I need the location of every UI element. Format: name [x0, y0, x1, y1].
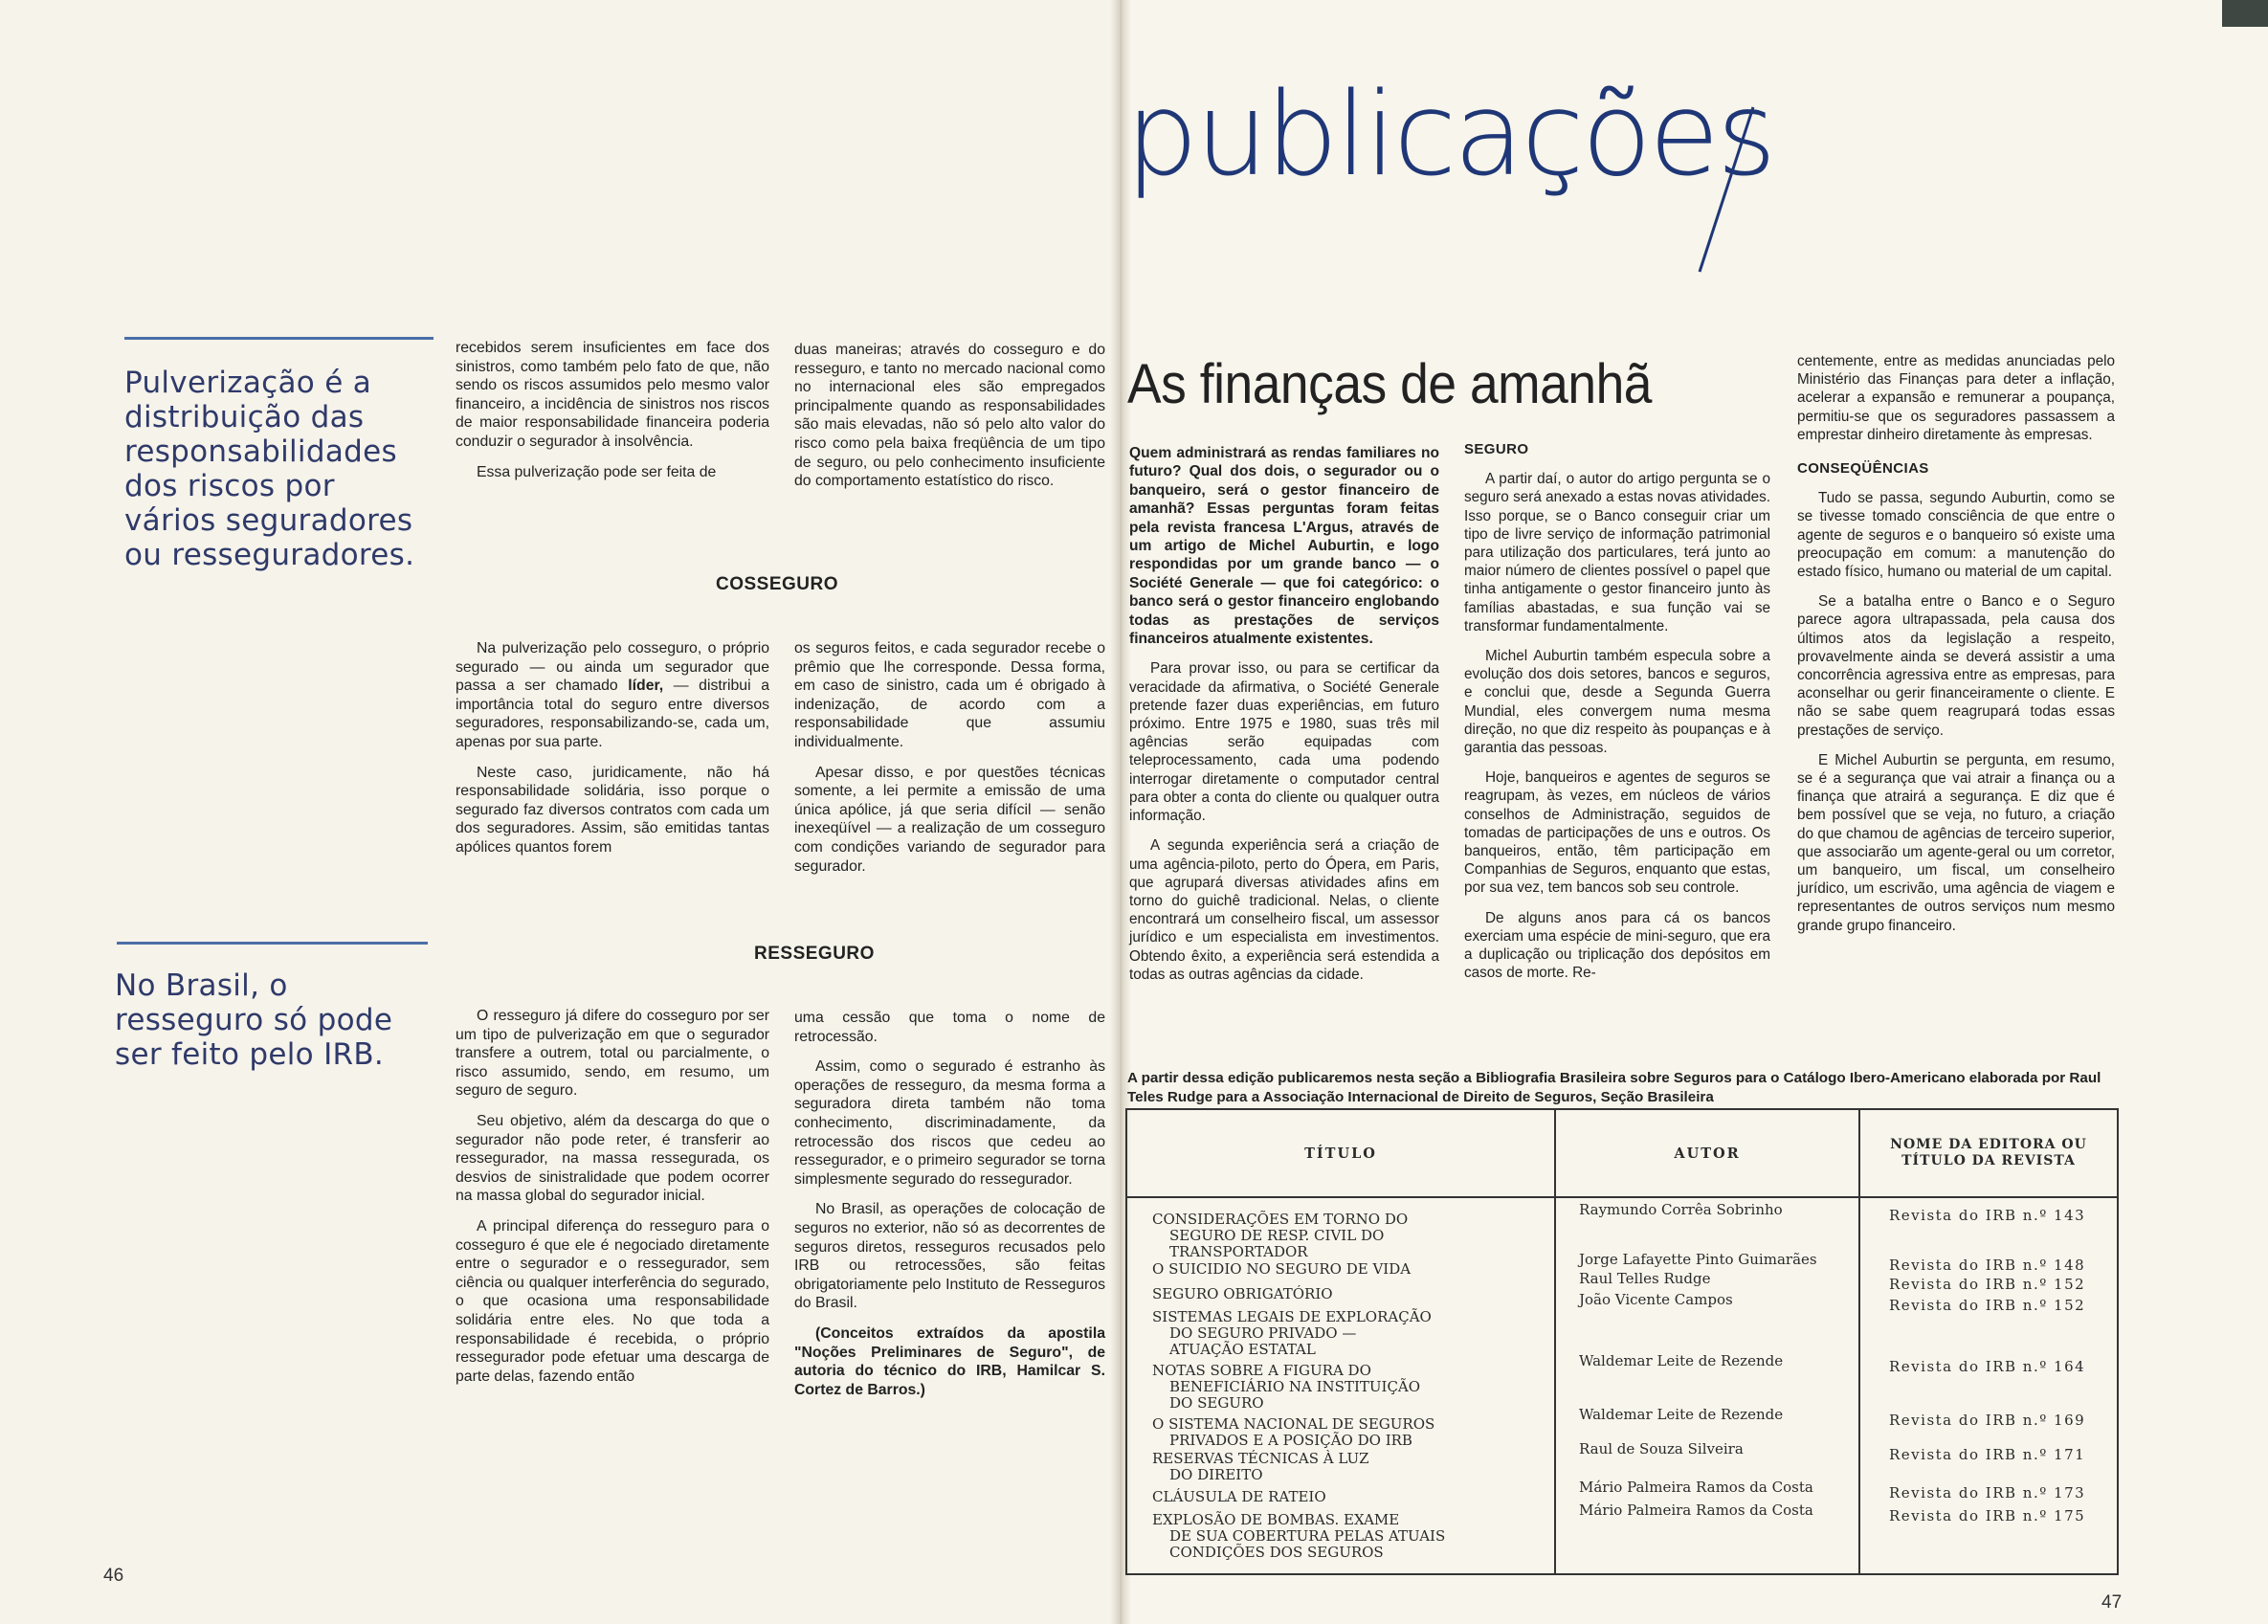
bibliography-editora: Revista do IRB n.º 171 — [1889, 1446, 2086, 1463]
table-header-row — [1126, 1109, 2118, 1197]
title-line: PRIVADOS E A POSIÇÃO DO IRB — [1169, 1432, 1412, 1449]
paragraph: Tudo se passa, segundo Auburtin, como se se tivesse tomado consciência de que entre o agente de seguros e o banqueiro só existe uma preocupação em comum: a manutenção do estado físico, humano ou material de um capital. — [1797, 490, 2115, 581]
title-line: CONSIDERAÇÕES EM TORNO DO — [1152, 1211, 1409, 1228]
right-column-1 — [1129, 444, 1439, 995]
bibliography-author: João Vicente Campos — [1579, 1291, 1733, 1308]
paragraph-source: (Conceitos extraídos da apostila "Noções Preliminares de Seguro", de autoria do técnico do IRB, Hamilcar S. Cortez de Barros.) — [794, 1324, 1105, 1398]
title-line: CONDIÇÕES DOS SEGUROS — [1169, 1544, 1384, 1561]
bibliography-title — [1152, 1261, 1411, 1278]
heading-cosseguro: COSSEGURO — [716, 574, 839, 594]
bibliography-editora: Revista do IRB n.º 148 — [1889, 1257, 2086, 1274]
left-column-b-top — [794, 341, 1105, 502]
paragraph: E Michel Auburtin se pergunta, em resumo, se é a segurança que vai atrair a finança ou a finança que atrairá a segurança. E diz que é bem possível que se veja, no futuro, a criação do que chamou de agências de terceiro superior, que associarão um agente-geral ou um corretor, um banqueiro, um fiscal, um conselheiro jurídico, um escrivão, uma agência de viagem e representantes de outros serviços num mesmo grande grupo financeiro. — [1797, 751, 2115, 934]
paragraph: recebidos serem insuficientes em face dos sinistros, como também pelo fato de que, não sendo os riscos assumidos pelo mesmo valor financeiro, a incidência de sinistros nos riscos de maior responsabilidade financeira poderia conduzir o segurador à insolvência. — [456, 340, 769, 450]
paragraph: Assim, como o segurado é estranho às operações de resseguro, da mesma forma a seguradora direta também não toma conhecimento, discriminadamente, da retrocessão dos riscos que cedeu ao ressegurador, e o primeiro segurador se torna simplesmente segurado do ressegurador. — [794, 1058, 1105, 1188]
intro-text-bold: Quem administrará as rendas familiares no futuro? Qual dos dois, o segurador ou o banqueiro, será o gestor financeiro de amanhã? Essas perguntas foram feitas pela revista francesa — [1129, 445, 1439, 536]
table-row — [1126, 1197, 2118, 1574]
column-header-autor: AUTOR — [1555, 1109, 1859, 1197]
bibliography-title — [1152, 1512, 1445, 1561]
heading-consequencias: CONSEQÜÊNCIAS — [1797, 460, 1929, 478]
heading-seguro: SEGURO — [1464, 441, 1529, 457]
bibliography-author: Mário Palmeira Ramos da Costa — [1579, 1479, 1813, 1496]
editoras-cell — [1859, 1197, 2118, 1574]
paragraph: O resseguro já difere do cosseguro por ser um tipo de pulverização em que o segurador transfere a outrem, total ou parcialmente, o risco assumido, sendo, em resumo, um seguro de seguro. — [456, 1008, 769, 1100]
pullquote-rule-1 — [124, 337, 434, 340]
left-page — [0, 0, 1120, 1624]
paragraph: duas maneiras; através do cosseguro e do resseguro, e tanto no mercado nacional como no internacional eles são empregados principalmente quando as responsabilidades são mais elevadas, não só pelo alto valor do risco como pela baixa freqüência de um tipo de seguro, ou pelo conhecimento insuficiente do comportamento estatístico do risco. — [794, 342, 1105, 490]
title-line: CLÁUSULA DE RATEIO — [1152, 1488, 1326, 1505]
text-run: Na pulverização pelo cosseguro, o próprio segurado — ou ainda um segurador que passa a ser chamado — [456, 640, 769, 695]
page-number-right: 47 — [2101, 1592, 2123, 1613]
authors-cell — [1555, 1197, 1859, 1574]
paragraph: A principal diferença do resseguro para o cosseguro é que ele é negociado diretamente entre o segurador e o ressegurador, sem ciência ou qualquer interferência do segurado, o que ocasiona uma responsabilidade solidária entre eles. No que toda a responsabilidade é recebida, o próprio ressegurador pode efetuar uma descarga de parte delas, fazendo então — [456, 1217, 769, 1385]
text-run: — distribui a importância total do seguro entre diversos seguradores, responsabilizando-se, cada um, apenas por sua parte. — [456, 678, 769, 750]
left-column-a-resseguro — [456, 1007, 769, 1397]
bibliography-title — [1152, 1363, 1420, 1412]
intro-text: Société Generale — [1129, 574, 1254, 591]
paragraph: os seguros feitos, e cada segurador recebe o prêmio que lhe corresponde. Dessa forma, em caso de sinistro, cada um é obrigado à indenização, de acordo com a responsabilidade que assumiu individualmente. — [794, 640, 1105, 750]
bibliography-author: Raymundo Corrêa Sobrinho — [1579, 1201, 1783, 1218]
title-line: DE SUA COBERTURA PELAS ATUAIS — [1169, 1527, 1446, 1545]
paragraph: Se a batalha entre o Banco e o Seguro parece agora ultrapassada, pela causa dos últimos atos da legislação a respeito, provavelmente ainda se deverá assistir a uma concorrência agressiva entre as empresas, para aconselhar ou gerir financeiramente o cliente. E não se sabe quem reagrupará todas essas prestações de serviço. — [1797, 593, 2115, 739]
paragraph: A partir daí, o autor do artigo pergunta se o seguro será anexado a estas novas atividades. Isso porque, se o Banco conseguir criar um tipo de livre serviço de informação patrimonial para utilização dos particulares, terá junto ao maior número de clientes possível o papel que tinha antigamente o gestor financeiro junto às famílias abastadas, e sua função vai se transformar fundamentalmente. — [1464, 471, 1770, 634]
bibliography-editora: Revista do IRB n.º 175 — [1889, 1507, 2086, 1524]
title-line: SEGURO OBRIGATÓRIO — [1152, 1285, 1333, 1302]
title-line: SEGURO DE RESP. CIVIL DO — [1169, 1227, 1385, 1244]
bibliography-title — [1152, 1286, 1333, 1302]
bibliography-title — [1152, 1451, 1369, 1483]
title-line: ATUAÇÃO ESTATAL — [1169, 1341, 1316, 1358]
column-header-titulo: TÍTULO — [1126, 1109, 1555, 1197]
bibliography-editora: Revista do IRB n.º 143 — [1889, 1207, 2086, 1224]
bibliography-author: Raul de Souza Silveira — [1579, 1440, 1744, 1457]
pullquote-pulverizacao: Pulverização é a distribuição das responsabilidades dos riscos por vários seguradores ou resseguradores. — [124, 366, 415, 572]
title-line: O SUICIDIO NO SEGURO DE VIDA — [1152, 1260, 1412, 1278]
left-column-b-cosseguro — [794, 639, 1105, 887]
bibliography-title — [1152, 1309, 1432, 1358]
pullquote-rule-2 — [117, 942, 428, 945]
title-line: BENEFICIÁRIO NA INSTITUIÇÃO — [1169, 1378, 1421, 1395]
bibliography-author: Jorge Lafayette Pinto Guimarães — [1579, 1251, 1817, 1268]
left-column-b-resseguro — [794, 1009, 1105, 1411]
paragraph: Essa pulverização pode ser feita de — [477, 463, 717, 480]
title-line: SISTEMAS LEGAIS DE EXPLORAÇÃO — [1152, 1308, 1432, 1325]
paragraph: A segunda experiência será a criação de uma agência-piloto, perto do Ópera, em Paris, que agrupará diversas atividades afins em torno do guichê tradicional. Nelas, o cliente encontrará um conselheiro fiscal, um assessor jurídico e um especialista em investimentos. Obtendo êxito, a experiência será estendida a todas as outras agências da cidade. — [1129, 837, 1439, 983]
title-line: RESERVAS TÉCNICAS À LUZ — [1152, 1450, 1369, 1467]
bibliography-editora: Revista do IRB n.º 164 — [1889, 1358, 2086, 1375]
bibliography-author: Raul Telles Rudge — [1579, 1270, 1711, 1287]
bibliography-title — [1152, 1489, 1326, 1505]
bibliography-editora: Revista do IRB n.º 169 — [1889, 1412, 2086, 1429]
bibliography-author: Mário Palmeira Ramos da Costa — [1579, 1502, 1813, 1519]
paragraph: uma cessão que toma o nome de retrocessão. — [794, 1010, 1105, 1045]
text-run-bold: líder, — [628, 678, 664, 695]
title-line: NOTAS SOBRE A FIGURA DO — [1152, 1362, 1371, 1379]
paragraph: Neste caso, juridicamente, não há responsabilidade solidária, isso porque o segurado faz diversos contratos com cada um dos seguradores. Assim, são emitidas tantas apólices quantos forem — [456, 764, 769, 856]
heading-resseguro: RESSEGURO — [754, 944, 875, 964]
paragraph: Michel Auburtin também especula sobre a evolução dos dois setores, bancos e seguros, e conclui que, desde a Segunda Guerra Mundial, eles convergem numa mesma direção, no que diz respeito às poupanças e à garantia das pessoas. — [1464, 648, 1770, 757]
title-slash — [1694, 103, 1761, 276]
title-line: EXPLOSÃO DE BOMBAS. EXAME — [1152, 1511, 1400, 1528]
bibliography-editora: Revista do IRB n.º 173 — [1889, 1484, 2086, 1502]
paragraph: De alguns anos para cá os bancos exerciam uma espécie de mini-seguro, que era a duplicação ou triplicação dos depósitos em casos de morte. Re- — [1464, 909, 1770, 982]
paragraph: Hoje, banqueiros e agentes de seguros se reagrupam, às vezes, em núcleos de vários conselhos de Administração, seguidos de tomadas de participações de uns e outros. Os banqueiros, então, têm participação em Companhias de Seguros, enquanto que estas, por sua vez, tem bancos sob seu controle. — [1464, 769, 1770, 897]
intro-text: L'Argus — [1293, 519, 1349, 536]
title-line: DO SEGURO — [1169, 1394, 1264, 1412]
right-column-2 — [1464, 440, 1770, 993]
bibliography-title — [1152, 1416, 1434, 1449]
titles-cell — [1126, 1197, 1555, 1574]
left-column-a-cosseguro — [456, 639, 769, 869]
bibliography-author: Waldemar Leite de Rezende — [1579, 1406, 1784, 1423]
page-number-left: 46 — [103, 1566, 124, 1586]
bibliography-title — [1152, 1212, 1408, 1260]
intro-text-bold: — que foi categórico: o banco será o gestor financeiro englobando todas as prestações de serviços financeiros atualmente existentes. — [1129, 574, 1439, 648]
paragraph: Para provar isso, ou para se certificar da veracidade da afirmativa, o Société Generale pretende fazer duas experiências, em futuro próximo. Entre 1975 e 1980, suas três mil agências serão equipadas com teleprocessamento, cada uma podendo interrogar diretamente o computador central para obter a conta do cliente ou qualquer outra informação. — [1129, 660, 1439, 825]
paragraph: centemente, entre as medidas anunciadas pelo Ministério das Finanças para deter a inflação, acelerar a expansão e remunerar a poupança, permitiu-se que os seguradores passassem a emprestar dinheiro diretamente às empresas. — [1797, 353, 2115, 443]
pullquote-irb: No Brasil, o resseguro só pode ser feito pelo IRB. — [115, 968, 393, 1072]
bibliography-table — [1125, 1108, 2119, 1575]
left-column-a-top — [456, 339, 769, 493]
right-column-3 — [1797, 352, 2115, 946]
paragraph: Apesar disso, e por questões técnicas somente, a lei permite a emissão de uma única apólice, já que seria difícil — senão inexeqüível — a realização de um cosseguro com condições variando de segurador para segurador. — [794, 764, 1105, 875]
page-corner-shadow — [2222, 0, 2268, 27]
bibliography-editora: Revista do IRB n.º 152 — [1889, 1276, 2086, 1293]
article-intro — [1129, 444, 1439, 648]
section-title: publicações — [1125, 69, 1774, 202]
title-line: DO DIREITO — [1169, 1466, 1263, 1483]
bibliography-note: A partir dessa edição publicaremos nesta seção a Bibliografia Brasileira sobre Seguros para o Catálogo Ibero-Americano elaborada por Raul Teles Rudge para a Associação Internacional de Direito de Seguros, Seção Brasileira — [1127, 1070, 2101, 1105]
bibliography-editora: Revista do IRB n.º 152 — [1889, 1297, 2086, 1314]
title-line: TRANSPORTADOR — [1169, 1243, 1308, 1260]
article-headline: As finanças de amanhã — [1127, 353, 1653, 415]
paragraph: Seu objetivo, além da descarga do que o segurador não pode reter, é transferir ao ressegurador, na massa ressegurada, os desvios de sinistralidade que podem ocorrer na massa global do segurador inicial. — [456, 1112, 769, 1205]
title-line: O SISTEMA NACIONAL DE SEGUROS — [1152, 1415, 1435, 1433]
paragraph: No Brasil, as operações de colocação de seguros no exterior, não só as decorrentes de seguros diretos, resseguros recusados pelo IRB ou retrocessões, são feitas obrigatoriamente pelo Instituto de Resseguros do Brasil. — [794, 1201, 1105, 1312]
bibliography-author: Waldemar Leite de Rezende — [1579, 1352, 1784, 1369]
intro-text-bold: , através de um artigo de Michel Auburtin, e logo respondidas por um grande banco — o — [1129, 519, 1439, 573]
column-header-editora: NOME DA EDITORA OU TÍTULO DA REVISTA — [1859, 1109, 2118, 1197]
paragraph — [456, 639, 769, 752]
title-line: DO SEGURO PRIVADO — — [1169, 1324, 1357, 1342]
